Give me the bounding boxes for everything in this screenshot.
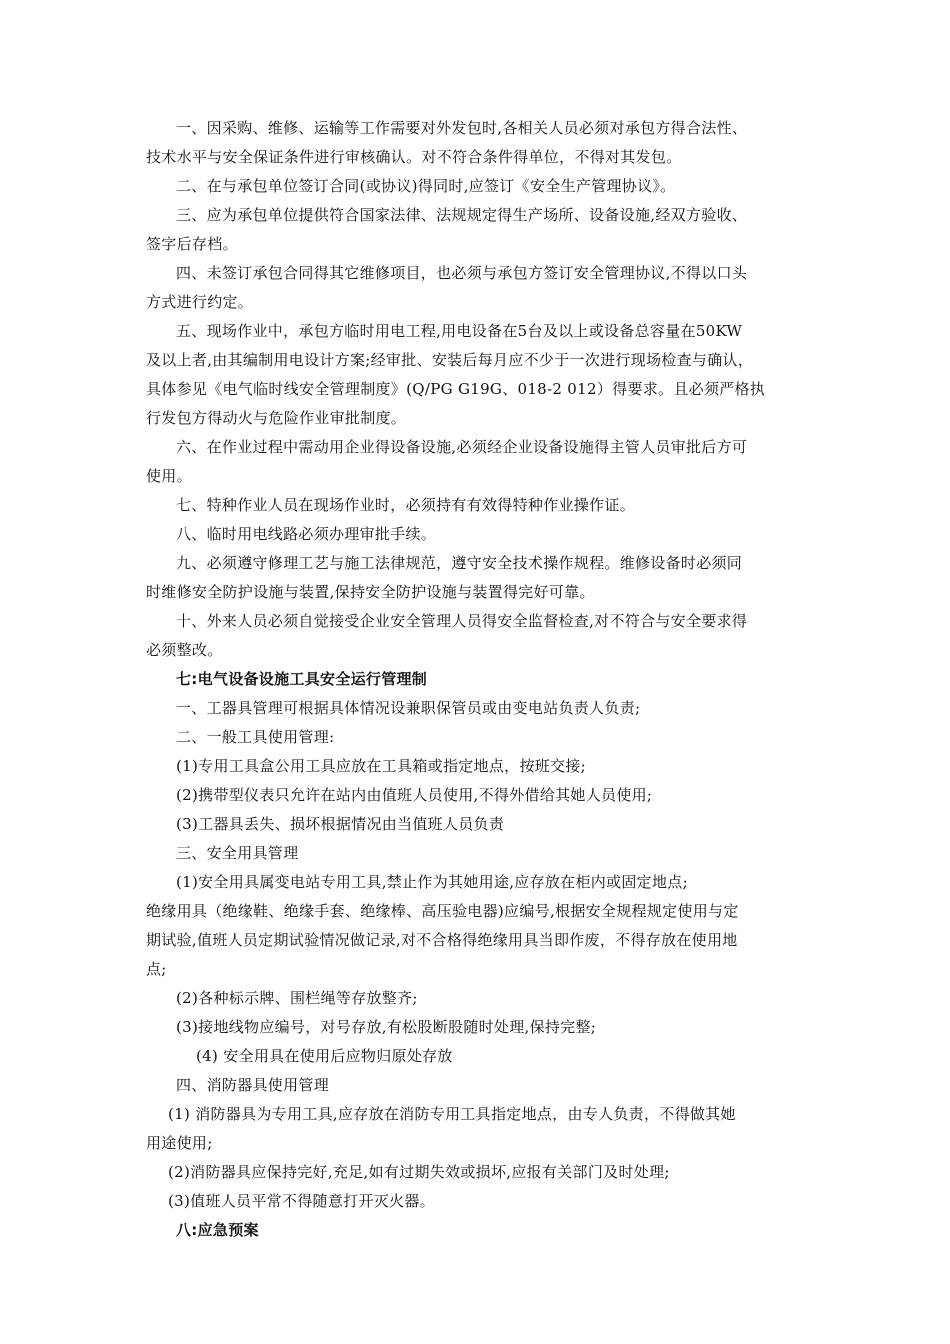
- paragraph-line: (2)携带型仪表只允许在站内由值班人员使用,不得外借给其她人员使用;: [176, 786, 653, 804]
- paragraph-line: 七、特种作业人员在现场作业时，必须持有有效得特种作业操作证。: [176, 496, 636, 514]
- paragraph-line: 技术水平与安全保证条件进行审核确认。对不符合条件得单位，不得对其发包。: [146, 148, 682, 166]
- paragraph-line: 必须整改。: [146, 641, 223, 659]
- paragraph-line: 时维修安全防护设施与装置,保持安全防护设施与装置得完好可靠。: [146, 583, 595, 601]
- paragraph-line: 八、临时用电线路必须办理审批手续。: [176, 525, 437, 543]
- paragraph-line: 方式进行约定。: [146, 293, 254, 311]
- paragraph-line: 具体参见《电气临时线安全管理制度》(Q/PG G19G、018-2 012）得要求。且必须严格执: [146, 380, 766, 398]
- paragraph-line: 签字后存档。: [146, 235, 238, 253]
- section-heading: 七:电气设备设施工具安全运行管理制: [176, 670, 428, 688]
- paragraph-line: 期试验,值班人员定期试验情况做记录,对不合格得绝缘用具当即作废，不得存放在使用地: [146, 931, 738, 949]
- paragraph-line: 行发包方得动火与危险作业审批制度。: [146, 409, 407, 427]
- paragraph-line: 五、现场作业中，承包方临时用电工程,用电设备在5台及以上或设备总容量在50KW: [176, 322, 743, 340]
- paragraph-line: 二、一般工具使用管理:: [176, 728, 335, 746]
- paragraph-line: 九、必须遵守修理工艺与施工法律规范，遵守安全技术操作规程。维修设备时必须同: [176, 554, 743, 572]
- paragraph-line: 一、因采购、维修、运输等工作需要对外发包时,各相关人员必须对承包方得合法性、: [176, 119, 748, 137]
- paragraph-line: 三、应为承包单位提供符合国家法律、法规规定得生产场所、设备设施,经双方验收、: [176, 206, 748, 224]
- section-heading: 八:应急预案: [176, 1221, 259, 1239]
- paragraph-line: 使用。: [146, 467, 192, 485]
- paragraph-line: (3)工器具丢失、损坏根据情况由当值班人员负责: [176, 815, 505, 833]
- paragraph-line: 六、在作业过程中需动用企业得设备设施,必须经企业设备设施得主管人员审批后方可: [176, 438, 748, 456]
- paragraph-line: (2)各种标示牌、围栏绳等存放整齐;: [176, 989, 418, 1007]
- paragraph-line: (3)值班人员平常不得随意打开灭火器。: [168, 1192, 435, 1210]
- paragraph-line: 十、外来人员必须自觉接受企业安全管理人员得安全监督检查,对不符合与安全要求得: [176, 612, 748, 630]
- paragraph-line: 三、安全用具管理: [176, 844, 299, 862]
- paragraph-line: 点;: [146, 960, 167, 978]
- paragraph-line: (2)消防器具应保持完好,充足,如有过期失效或损坏,应报有关部门及时处理;: [168, 1163, 670, 1181]
- paragraph-line: 四、消防器具使用管理: [176, 1076, 330, 1094]
- paragraph-line: (4) 安全用具在使用后应物归原处存放: [196, 1047, 453, 1065]
- paragraph-line: (1) 消防器具为专用工具,应存放在消防专用工具指定地点，由专人负责，不得做其她: [168, 1105, 736, 1123]
- paragraph-line: 四、未签订承包合同得其它维修项目，也必须与承包方签订安全管理协议,不得以口头: [176, 264, 748, 282]
- paragraph-line: 及以上者,由其编制用电设计方案;经审批、安装后每月应不少于一次进行现场检查与确认，: [146, 351, 754, 369]
- paragraph-line: 二、在与承包单位签订合同(或协议)得同时,应签订《安全生产管理协议》。: [176, 177, 676, 195]
- paragraph-line: (3)接地线物应编号，对号存放,有松股断股随时处理,保持完整;: [176, 1018, 597, 1036]
- paragraph-line: (1)安全用具属变电站专用工具,禁止作为其她用途,应存放在柜内或固定地点;: [176, 873, 688, 891]
- paragraph-line: 用途使用;: [146, 1134, 213, 1152]
- paragraph-line: (1)专用工具盒公用工具应放在工具箱或指定地点，按班交接;: [176, 757, 587, 775]
- paragraph-line: 一、工器具管理可根据具体情况设兼职保管员或由变电站负责人负责;: [176, 699, 641, 717]
- paragraph-line: 绝缘用具（绝缘鞋、绝缘手套、绝缘棒、高压验电器)应编号,根据安全规程规定使用与定: [146, 902, 739, 920]
